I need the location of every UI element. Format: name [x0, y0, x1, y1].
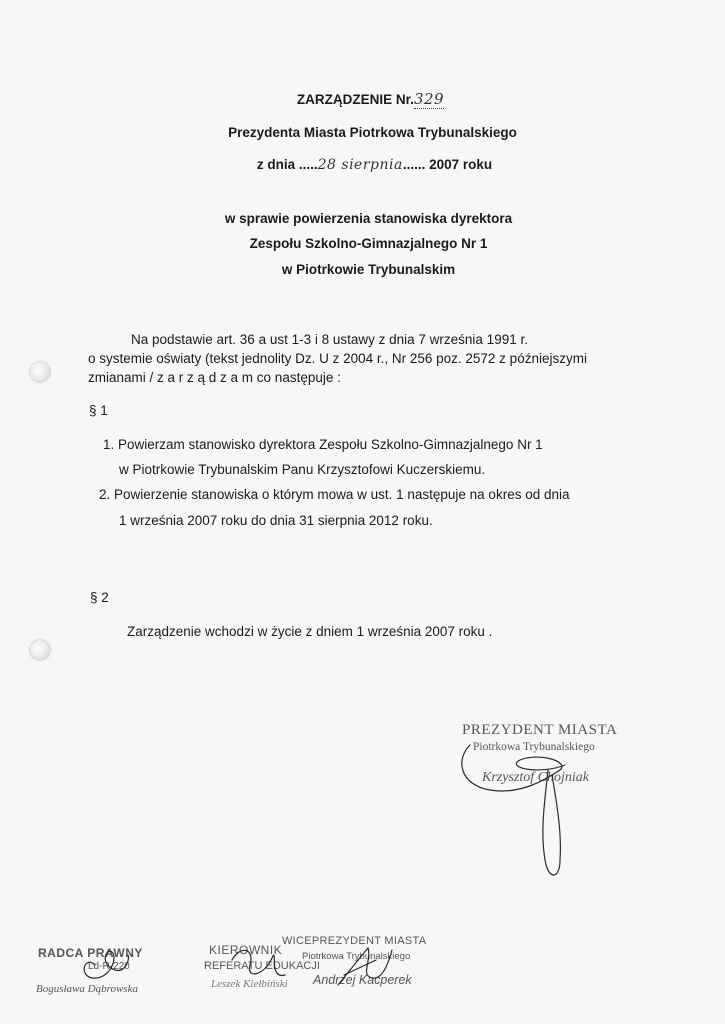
subject-line-2: Zespołu Szkolno-Gimnazjalnego Nr 1 — [249, 236, 488, 251]
subject-line-3: w Piotrkowie Trybunalskim — [281, 262, 456, 277]
preamble-line-1: Na podstawie art. 36 a ust 1-3 i 8 ustawy z dnia 7 września 1991 r. — [131, 332, 528, 347]
date-suffix: 2007 roku — [429, 157, 493, 172]
education-stamp-line-2: REFERATU EDUKACJI — [204, 960, 320, 972]
president-stamp-line-2: Piotrkowa Trybunalskiego — [473, 741, 595, 753]
legal-stamp-line-3: Bogusława Dąbrowska — [36, 983, 138, 995]
vice-stamp-line-2: Piotrkowa Trybunalskiego — [302, 951, 411, 962]
section-2-text: Zarządzenie wchodzi w życie z dniem 1 września 2007 roku . — [127, 624, 493, 639]
section-2-heading: § 2 — [90, 590, 109, 605]
preamble-line-3: zmianami / z a r z ą d z a m co następuje : — [88, 370, 341, 385]
section-1-item-2-line-2: 1 września 2007 roku do dnia 31 sierpnia 2012 roku. — [119, 513, 433, 528]
title-prefix: ZARZĄDZENIE Nr. — [296, 92, 414, 107]
legal-stamp-line-2: Ld-R-220 — [88, 961, 130, 972]
preamble-line-2: o systemie oświaty (tekst jednolity Dz. U z 2004 r., Nr 256 poz. 2572 z późniejszymi — [88, 351, 587, 366]
legal-signature — [84, 951, 128, 978]
vice-signature — [338, 948, 392, 985]
vice-stamp-line-1: WICEPREZYDENT MIASTA — [282, 935, 427, 947]
education-stamp-line-1: KIEROWNIK — [209, 943, 283, 957]
handwritten-number: 329 — [413, 90, 445, 108]
education-stamp-line-3: Leszek Kiełbiński — [211, 978, 288, 990]
education-signature — [232, 950, 285, 975]
section-1-item-1-line-1: 1. Powierzam stanowisko dyrektora Zespołu Szkolno-Gimnazjalnego Nr 1 — [103, 437, 543, 452]
date-dots-left: ..... — [298, 157, 318, 172]
issuer-line: Prezydenta Miasta Piotrkowa Trybunalskiego — [228, 125, 517, 140]
handwritten-date: 28 sierpnia — [317, 157, 403, 173]
vice-stamp-line-3: Andrzej Kacperek — [313, 973, 412, 987]
president-stamp-line-1: PREZYDENT MIASTA — [462, 722, 618, 738]
subject-line-1: w sprawie powierzenia stanowiska dyrektora — [224, 211, 513, 226]
legal-stamp-line-1: RADCA PRAWNY — [38, 946, 143, 960]
president-signature — [462, 745, 565, 875]
date-prefix: z dnia — [256, 157, 296, 172]
president-stamp-line-3: Krzysztof Chojniak — [482, 770, 589, 785]
date-dots-right: ...... — [402, 157, 426, 172]
section-1-item-1-line-2: w Piotrkowie Trybunalskim Panu Krzysztofowi Kuczerskiemu. — [119, 462, 486, 477]
section-1-heading: § 1 — [89, 403, 108, 418]
section-1-item-2-line-1: 2. Powierzenie stanowiska o którym mowa w ust. 1 następuje na okres od dnia — [99, 487, 570, 502]
